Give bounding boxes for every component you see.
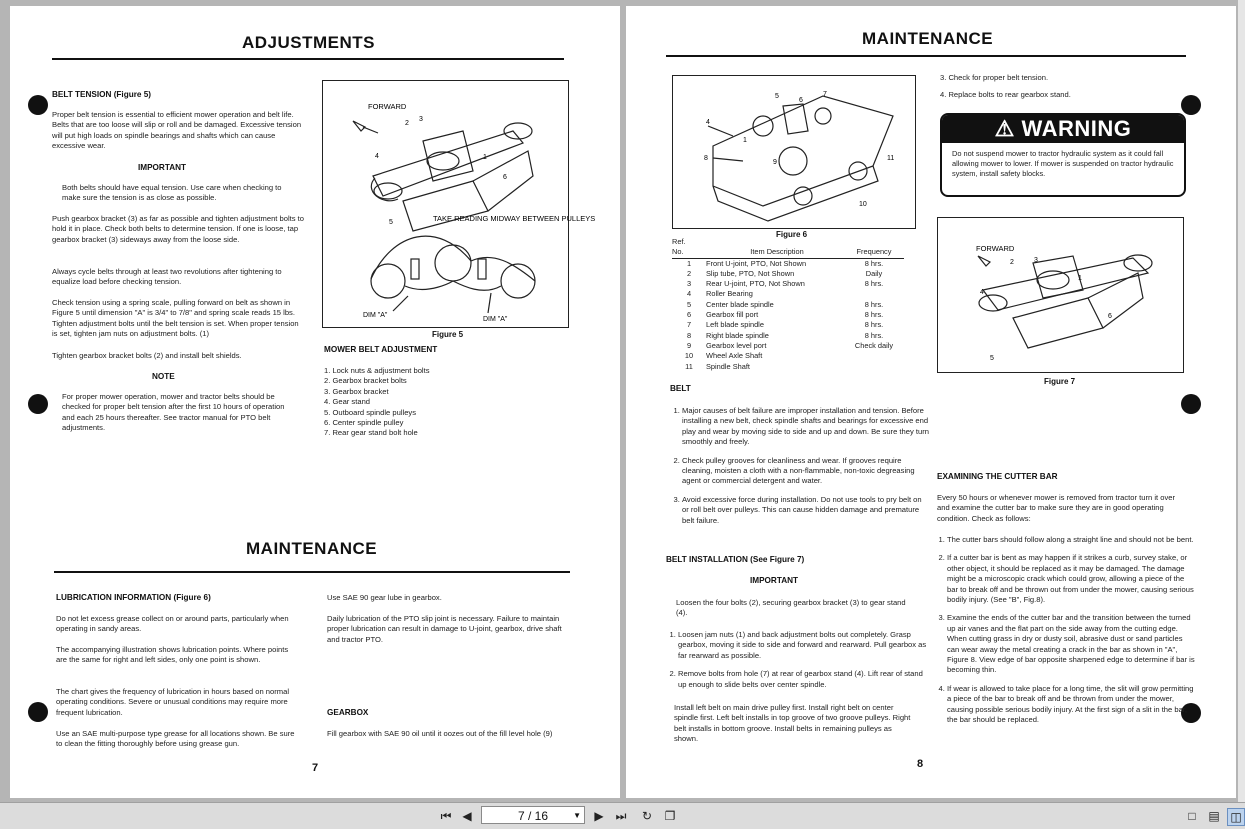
table-cell-no: 6 <box>686 310 692 320</box>
table-cell-no: 4 <box>686 289 692 299</box>
next-page-icon[interactable]: ▶ <box>594 809 604 823</box>
list-item: 4. Gear stand <box>324 397 371 407</box>
page-7 <box>10 6 620 798</box>
table-cell-freq: Daily <box>865 268 883 278</box>
fig6-callout: 10 <box>859 201 867 208</box>
important-label: IMPORTANT <box>750 576 799 585</box>
list-item: 2. Gearbox bracket bolts <box>324 376 407 386</box>
page-number: 7 <box>312 762 319 774</box>
binder-hole <box>1181 95 1201 115</box>
table-row <box>672 279 904 289</box>
lub-r1: Use SAE 90 gear lube in gearbox. <box>327 593 442 602</box>
warning-text: Do not suspend mower to tractor hydraulic system as it could fall allowing mower to lower. If mower is suspended on tractor hydraulic system, install safety blocks. <box>952 149 1174 178</box>
figure-5-caption: Figure 5 <box>432 330 464 339</box>
col-frequency: Frequency <box>856 247 892 257</box>
page-indicator: 7 / 16 <box>517 809 549 823</box>
list-item: 7. Rear gear stand bolt hole <box>324 428 418 438</box>
fig6-callout: 4 <box>706 119 710 126</box>
belt-install-list <box>666 630 928 698</box>
table-cell-no: 5 <box>686 299 692 309</box>
first-page-icon[interactable]: ⏮ <box>440 808 452 823</box>
table-cell-no: 8 <box>686 330 692 340</box>
fig7-forward-label: FORWARD <box>976 244 1015 253</box>
table-cell-item: Right blade spindle <box>706 330 769 340</box>
col-no: No. <box>672 247 684 257</box>
fig5-midway-label: TAKE READING MIDWAY BETWEEN PULLEYS <box>433 214 596 223</box>
fig6-callout: 1 <box>743 137 747 144</box>
belt-tension-p3: Push gearbox bracket (3) as far as possible and tighten adjustment bolts to hold it in place. Check both belts to determine tension. If one is loose, tap gearbox bracket (3) sideways away from the loose side. <box>52 214 305 244</box>
list-item: 3. Examine the ends of the cutter bar and the transition between the turned up air vanes and the flat part on the side away from the cutting edge. When cutting grass in dry or dusty soil, abrasive dust or sand particles can wear away the metal creating a crack in the bar as shown in "A", Figure 8. View edge of bar opposite sharpened edge to determine if bar is becoming thin. <box>947 613 1195 675</box>
figure-6 <box>672 75 916 229</box>
mower-belt-list <box>324 366 564 439</box>
figure-7-caption: Figure 7 <box>1044 377 1076 386</box>
table-cell-no: 1 <box>686 258 692 268</box>
continuous-icon[interactable]: ▤ <box>1208 809 1220 823</box>
page-8 <box>626 6 1236 798</box>
maintenance-rule <box>54 571 570 573</box>
lub-p3: The chart gives the frequency of lubrication in hours based on normal operating conditions. Severe or unusual conditions may require more frequent lubrication. <box>56 687 290 717</box>
fig5-callout: 4 <box>375 153 379 160</box>
belt-tension-heading: BELT TENSION (Figure 5) <box>52 90 152 99</box>
maintenance-title: MAINTENANCE <box>246 539 378 558</box>
fig5-callout: 3 <box>419 116 423 123</box>
warning-box <box>940 113 1186 197</box>
figure-5 <box>322 80 596 328</box>
col-ref: Ref. <box>672 237 686 246</box>
gearbox-heading: GEARBOX <box>327 708 369 717</box>
table-row <box>672 331 904 341</box>
binder-hole <box>1181 394 1201 414</box>
table-body <box>672 259 904 372</box>
lub-p2: The accompanying illustration shows lubrication points. Where points are the same for right and left sides, only one point is shown. <box>56 645 289 665</box>
belt-install-p1: Loosen the four bolts (2), securing gearbox bracket (3) to gear stand (4). <box>676 598 906 618</box>
table-cell-item: Wheel Axle Shaft <box>706 351 763 361</box>
fig5-dim-a-left: DIM "A" <box>363 312 388 319</box>
rotate-icon[interactable]: ↻ <box>641 809 653 823</box>
fig5-callout: 1 <box>483 154 487 161</box>
binder-hole <box>28 702 48 722</box>
table-row <box>672 362 904 372</box>
list-item: 2. If a cutter bar is bent as may happen if it strikes a curb, survey stake, or other object, it should be replaced as it may be damaged. The damage might be a microscopic crack which could grow, allowing a piece of the bar to break off and be thrown out from under the mower, causing serious bodily injury. (See "B", Fig.8). <box>947 553 1195 605</box>
table-header <box>672 247 904 258</box>
cutter-bar-list <box>935 535 1195 734</box>
lub-r2: Daily lubrication of the PTO slip joint is necessary. Failure to maintain proper lubrication can result in damage to U-joint, gearbox, drive shaft and tractor PTO. <box>327 614 562 644</box>
table-row <box>672 310 904 320</box>
table-cell-item: Gearbox fill port <box>706 310 759 320</box>
list-item: 3. Avoid excessive force during installation. Do not use tools to pry belt on or roll belt over pulleys. This can cause hidden damage and premature belt failure. <box>682 495 930 526</box>
table-cell-freq <box>848 351 900 361</box>
table-cell-no: 2 <box>686 268 692 278</box>
table-cell-freq: 8 hrs. <box>864 320 884 330</box>
list-item: 2. Remove bolts from hole (7) at rear of gearbox stand (4). Lift rear of stand up enough to slide belts over center spindle. <box>678 669 928 690</box>
fig6-callout: 6 <box>799 97 803 104</box>
maintenance-title-p8: MAINTENANCE <box>862 29 994 48</box>
fig7-callout: 6 <box>1108 313 1112 320</box>
figure-6-drawing <box>673 76 915 228</box>
table-row <box>672 341 904 351</box>
binder-hole <box>28 394 48 414</box>
table-cell-item: Center blade spindle <box>706 299 774 309</box>
warning-header <box>942 115 1184 143</box>
fig5-callout: 5 <box>389 219 393 226</box>
fig6-callout: 5 <box>775 93 779 100</box>
fig7-callout: 3 <box>1034 257 1038 264</box>
fit-icon[interactable]: ❐ <box>664 809 676 823</box>
table-cell-freq: 8 hrs. <box>864 299 884 309</box>
col-item: Item Description <box>750 247 804 257</box>
lub-p4: Use an SAE multi-purpose type grease for all locations shown. Be sure to clean the fitting thoroughly before using grease gun. <box>56 729 295 749</box>
table-cell-item: Slip tube, PTO, Not Shown <box>706 268 795 278</box>
belt-tension-p2: Both belts should have equal tension. Use care when checking to make sure the tension is as close as possible. <box>62 183 282 203</box>
table-cell-freq <box>848 289 900 299</box>
belt-tension-p6: Tighten gearbox bracket bolts (2) and install belt shields. <box>52 351 242 360</box>
list-item: 1. The cutter bars should follow along a straight line and should not be bent. <box>947 535 1195 545</box>
fig7-callout: 5 <box>990 355 994 362</box>
warning-label: WARNING <box>1021 116 1132 141</box>
fig5-callout: 6 <box>503 174 507 181</box>
table-cell-no: 7 <box>686 320 692 330</box>
figure-5-drawing <box>323 81 596 327</box>
belt-heading: BELT <box>670 384 691 393</box>
table-cell-item: Spindle Shaft <box>706 361 750 371</box>
binder-hole <box>28 95 48 115</box>
table-row <box>672 320 904 330</box>
gearbox-p: Fill gearbox with SAE 90 oil until it oozes out of the fill level hole (9) <box>327 729 553 738</box>
lubrication-heading: LUBRICATION INFORMATION (Figure 6) <box>56 593 211 602</box>
page-number: 8 <box>917 758 924 770</box>
table-cell-freq: Check daily <box>854 340 894 350</box>
title-rule <box>52 58 564 60</box>
list-item: 3. Gearbox bracket <box>324 386 389 396</box>
list-item: 4. If wear is allowed to take place for a long time, the slit will grow permitting a piece of the bar to break off and be thrown from under the mower, causing possible serious bodily injury. At the first sign of a slit in the bar, the bar should be replaced. <box>947 684 1195 726</box>
note-label: NOTE <box>152 372 175 381</box>
last-page-icon[interactable]: ⏭ <box>615 808 627 823</box>
page-number-select[interactable] <box>481 806 585 824</box>
belt-install-heading: BELT INSTALLATION (See Figure 7) <box>666 555 805 564</box>
lub-p1: Do not let excess grease collect on or around parts, particularly when operating in sandy areas. <box>56 614 289 634</box>
belt-list <box>670 406 930 534</box>
table-cell-item: Rear U-joint, PTO, Not Shown <box>706 279 805 289</box>
table-cell-no: 11 <box>685 361 693 371</box>
list-item: 2. Check pulley grooves for cleanliness and wear. If grooves require cleaning, moisten a cloth with a non-flammable, non-toxic degreasing agent or commercial detergent and water. <box>682 456 930 487</box>
table-row <box>672 300 904 310</box>
table-cell-item: Front U-joint, PTO, Not Shown <box>706 258 807 268</box>
figure-7 <box>937 217 1184 373</box>
table-cell-item: Left blade spindle <box>706 320 764 330</box>
important-label: IMPORTANT <box>138 163 187 172</box>
belt-tension-p1: Proper belt tension is essential to efficient mower operation and belt life. Belts that are too loose will slip or roll and be damaged. Excessive tension will put high loads on spindle bearings and shafts which can cause excessive wear. <box>52 110 302 151</box>
table-cell-freq: 8 hrs. <box>864 310 884 320</box>
table-cell-freq: 8 hrs. <box>864 330 884 340</box>
figure-6-caption: Figure 6 <box>776 230 808 239</box>
belt-tension-p4: Always cycle belts through at least two revolutions after tightening to equalize load before checking tension. <box>52 267 282 287</box>
list-item: 5. Outboard spindle pulleys <box>324 407 417 417</box>
chevron-down-icon: ▼ <box>573 811 581 820</box>
warning-triangle-icon: ⚠ <box>994 116 1015 141</box>
fig5-callout: 2 <box>405 120 409 127</box>
cutter-bar-heading: EXAMINING THE CUTTER BAR <box>937 472 1058 481</box>
fig6-callout: 11 <box>887 155 895 162</box>
table-header <box>672 237 904 247</box>
table-cell-no: 3 <box>686 279 692 289</box>
step-3: 3. Check for proper belt tension. <box>940 73 1049 82</box>
table-row <box>672 269 904 279</box>
table-cell-freq: 8 hrs. <box>864 258 884 268</box>
table-cell-item: Roller Bearing <box>706 289 753 299</box>
table-row <box>672 259 904 269</box>
table-cell-no: 10 <box>684 351 694 361</box>
figure-7-drawing <box>938 218 1183 372</box>
table-cell-freq <box>848 362 900 372</box>
fig5-forward-label: FORWARD <box>368 102 407 111</box>
list-item: 1. Loosen jam nuts (1) and back adjustment bolts out completely. Grasp gearbox, moving it side to side and forward and rearward. Pull gearbox as far rearward as possible. <box>678 630 928 661</box>
lubrication-table <box>672 237 904 372</box>
belt-tension-p5: Check tension using a spring scale, pulling forward on belt as shown in Figure 5 until dimension "A" is 3/4" to 7/8" and spring scale reads 15 lbs. Tighten adjustment bolts until the belt tension is set. When proper tension is set, tighten jam nuts on adjustment bolts. (1) <box>52 298 299 339</box>
list-item: 1. Major causes of belt failure are improper installation and tension. Before installing a new belt, check spindle shafts and bearings for excessive end play and wear by moving side to side and up and down. Be sure they turn smoothly and freely. <box>682 406 930 448</box>
list-item: 6. Center spindle pulley <box>324 418 404 428</box>
table-row <box>672 351 904 361</box>
fig7-callout: 4 <box>980 289 984 296</box>
single-page-icon[interactable]: □ <box>1188 809 1196 823</box>
facing-icon[interactable]: ◫ <box>1227 808 1245 826</box>
vertical-scrollbar[interactable] <box>1238 0 1245 802</box>
viewer-toolbar <box>0 802 1245 829</box>
mower-belt-heading: MOWER BELT ADJUSTMENT <box>324 345 438 354</box>
fig7-callout: 2 <box>1010 259 1014 266</box>
step-4: 4. Replace bolts to rear gearbox stand. <box>940 90 1071 99</box>
fig6-callout: 7 <box>823 91 827 98</box>
table-row <box>672 289 904 299</box>
cutter-bar-p1: Every 50 hours or whenever mower is removed from tractor turn it over and examine the cutter bar to make sure they are in good operating condition. Check as follows: <box>937 493 1176 523</box>
belt-install-p2: Install left belt on main drive pulley first. Install right belt on center spindle first. Left belt installs in top groove of two groove pulleys. Right belt installs in bottom groove. Install belts in remaining pulleys as shown. <box>674 703 911 744</box>
table-cell-no: 9 <box>686 340 692 350</box>
fig6-callout: 8 <box>704 155 708 162</box>
list-item: 1. Lock nuts & adjustment bolts <box>324 366 430 375</box>
adjustments-title: ADJUSTMENTS <box>242 33 376 52</box>
title-rule <box>666 55 1186 57</box>
fig6-callout: 9 <box>773 159 777 166</box>
prev-page-icon[interactable]: ◀ <box>462 809 472 823</box>
fig7-callout: 1 <box>1078 275 1082 282</box>
belt-tension-p7: For proper mower operation, mower and tractor belts should be checked for proper belt tension after the first 10 hours of operation and each 25 hours thereafter. See tractor manual for PTO belt adjustments. <box>62 392 285 433</box>
table-cell-freq: 8 hrs. <box>864 279 884 289</box>
fig5-dim-a-right: DIM "A" <box>483 316 508 323</box>
table-cell-item: Gearbox level port <box>706 340 767 350</box>
